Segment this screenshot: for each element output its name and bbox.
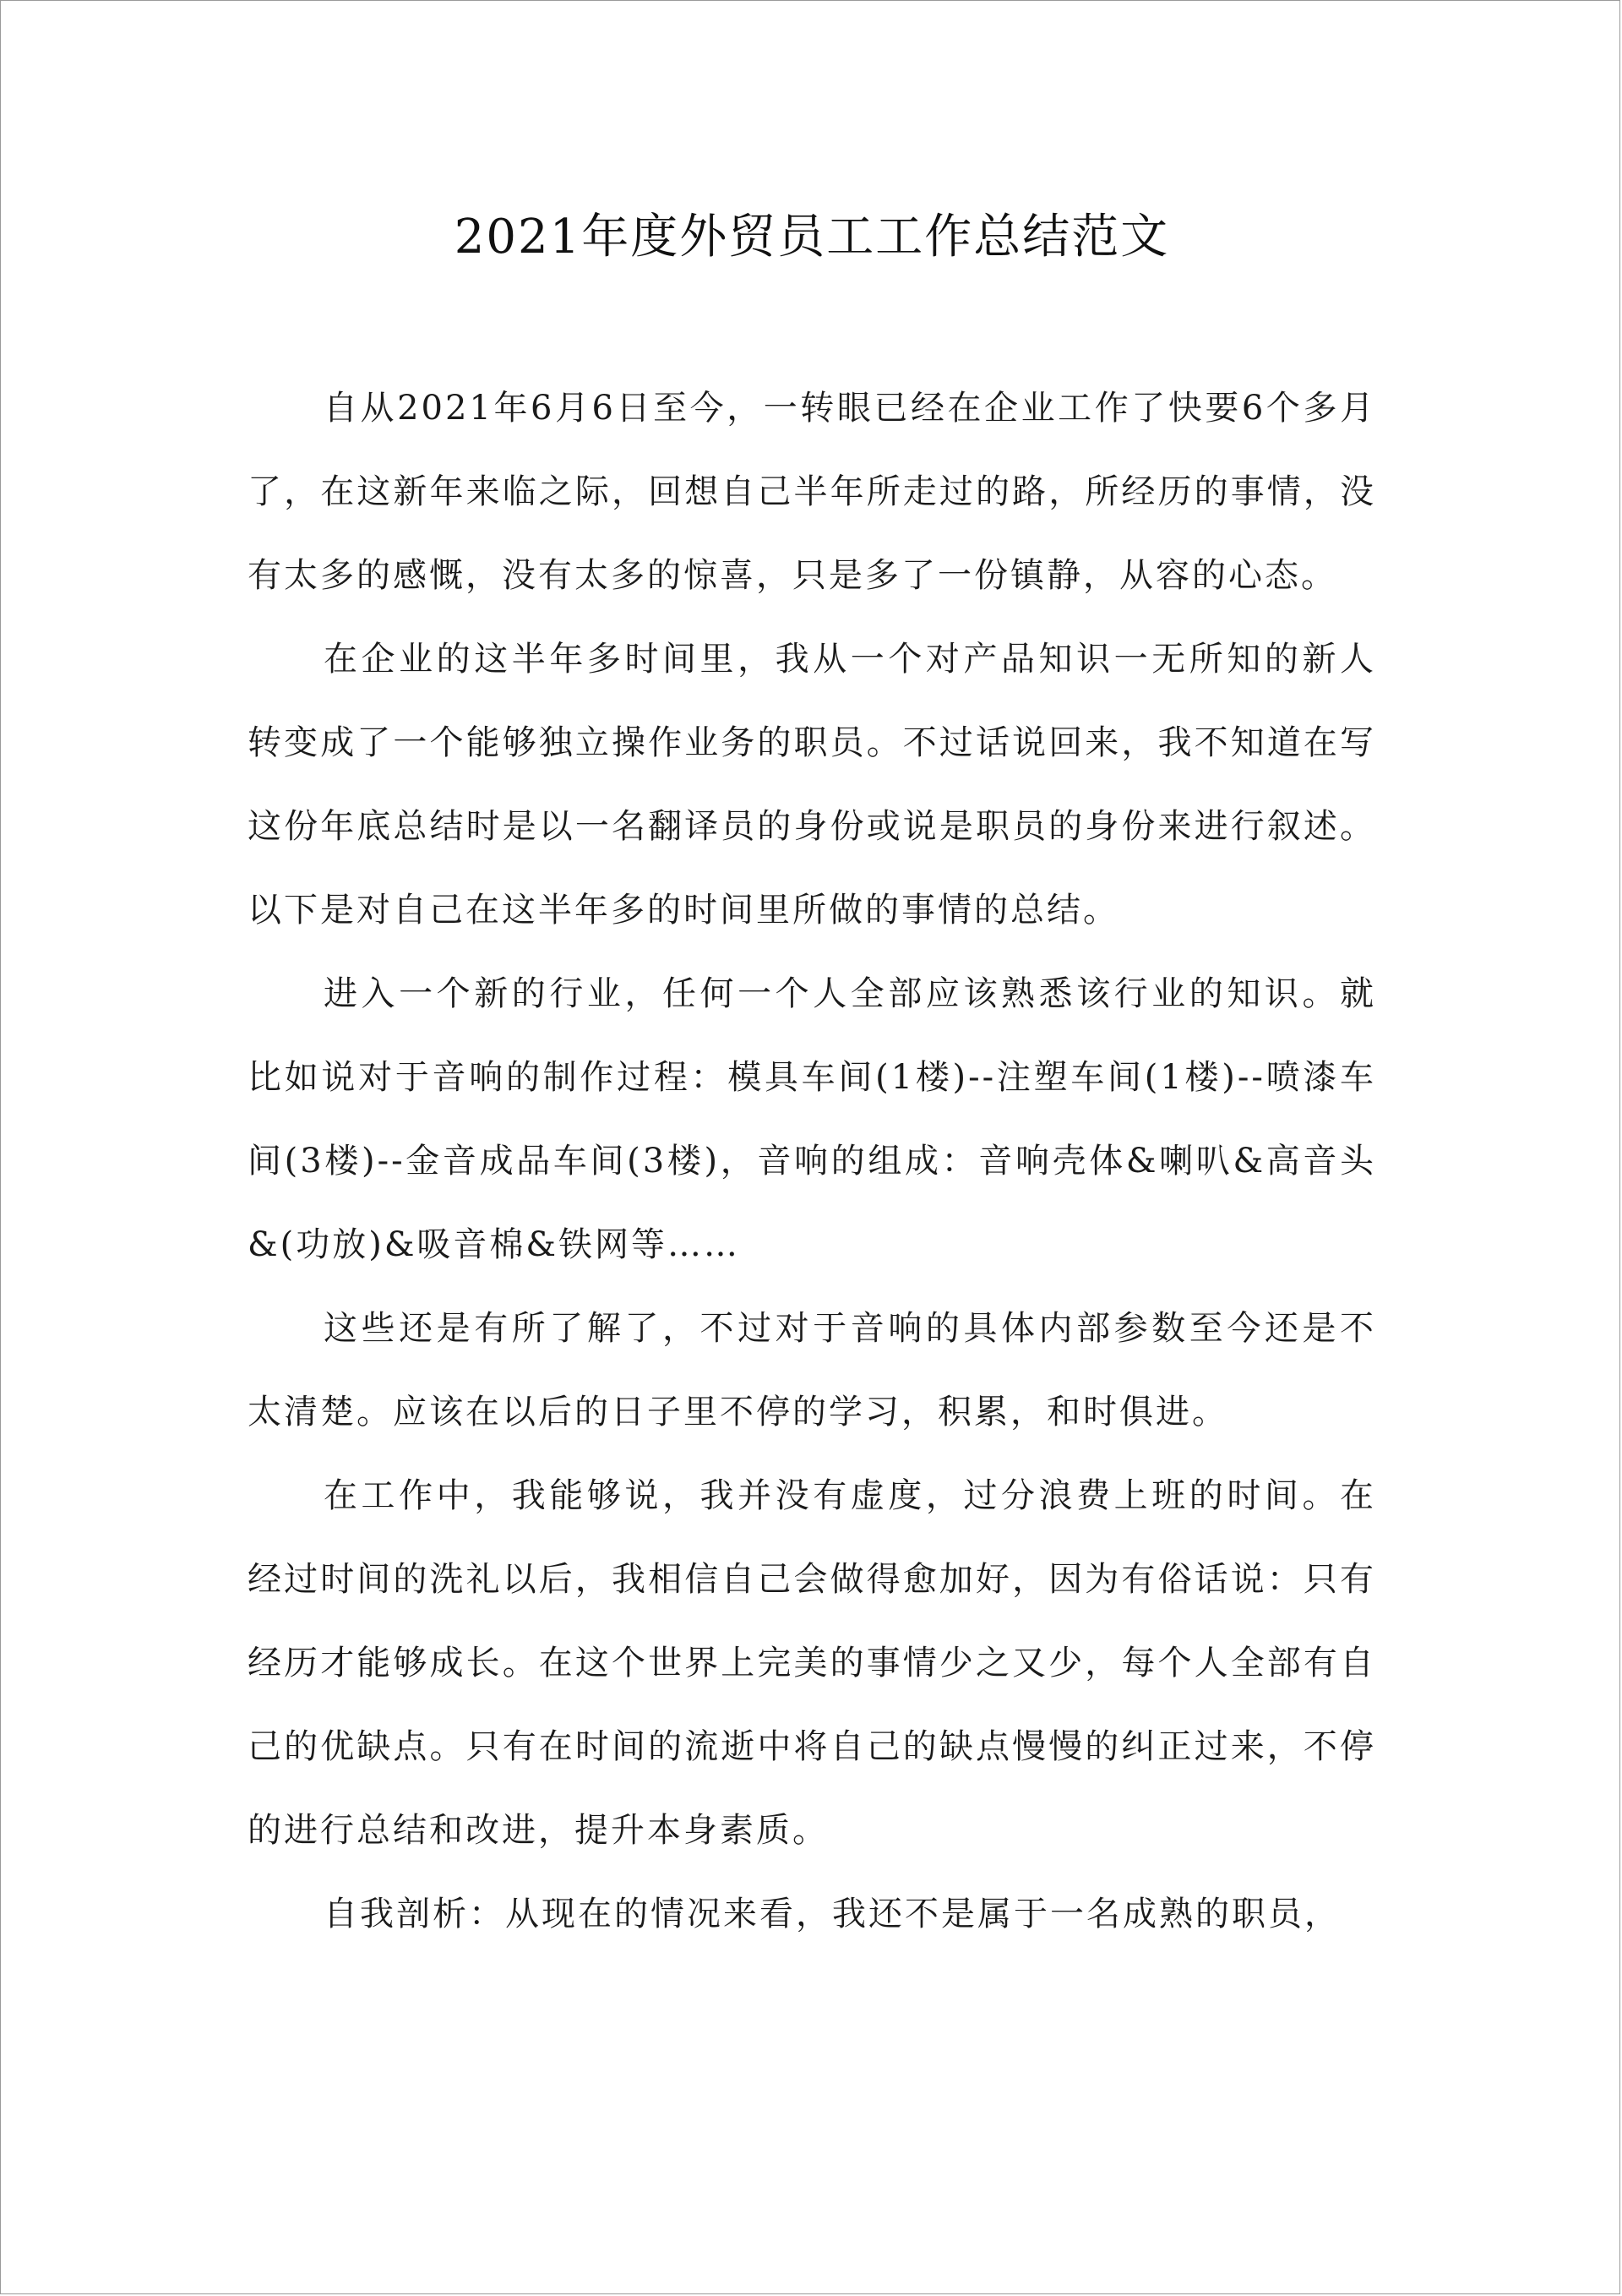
paragraph-4: 这些还是有所了解了，不过对于音响的具体内部参数至今还是不太清楚。应该在以后的日子里不停的学习，积累，和时俱进。 [248, 1309, 1376, 1432]
document-title: 2021年度外贸员工工作总结范文 [454, 210, 1170, 265]
paragraph-3: 进入一个新的行业，任何一个人全部应该熟悉该行业的知识。就比如说对于音响的制作过程：模具车间(1楼)--注塑车间(1楼)--喷漆车间(3楼)--金音成品车间(3楼)，音响的组成：音响壳体&喇叭&高音头&(功放)&吸音棉&铁网等…… [248, 974, 1376, 1264]
paragraph-5: 在工作中，我能够说，我并没有虚度，过分浪费上班的时间。在经过时间的洗礼以后，我相信自己会做得愈加好，因为有俗话说：只有经历才能够成长。在这个世界上完美的事情少之又少，每个人全部有自己的优缺点。只有在时间的流逝中将自己的缺点慢慢的纠正过来，不停的进行总结和改进，提升本身素质。 [248, 1476, 1376, 1850]
document-body [248, 367, 1376, 1956]
paragraph-2: 在企业的这半年多时间里，我从一个对产品知识一无所知的新人转变成了一个能够独立操作业务的职员。不过话说回来，我不知道在写这份年底总结时是以一名翻译员的身份或说是职员的身份来进行叙述。以下是对自己在这半年多的时间里所做的事情的总结。 [248, 640, 1376, 930]
paragraph-6: 自我剖析：从现在的情况来看，我还不是属于一名成熟的职员， [324, 1895, 1341, 1933]
paragraph-1: 自从2021年6月6日至今，一转眼已经在企业工作了快要6个多月了，在这新年来临之际，回想自己半年所走过的路，所经历的事情，没有太多的感慨，没有太多的惊喜，只是多了一份镇静，从容的心态。 [248, 389, 1376, 595]
